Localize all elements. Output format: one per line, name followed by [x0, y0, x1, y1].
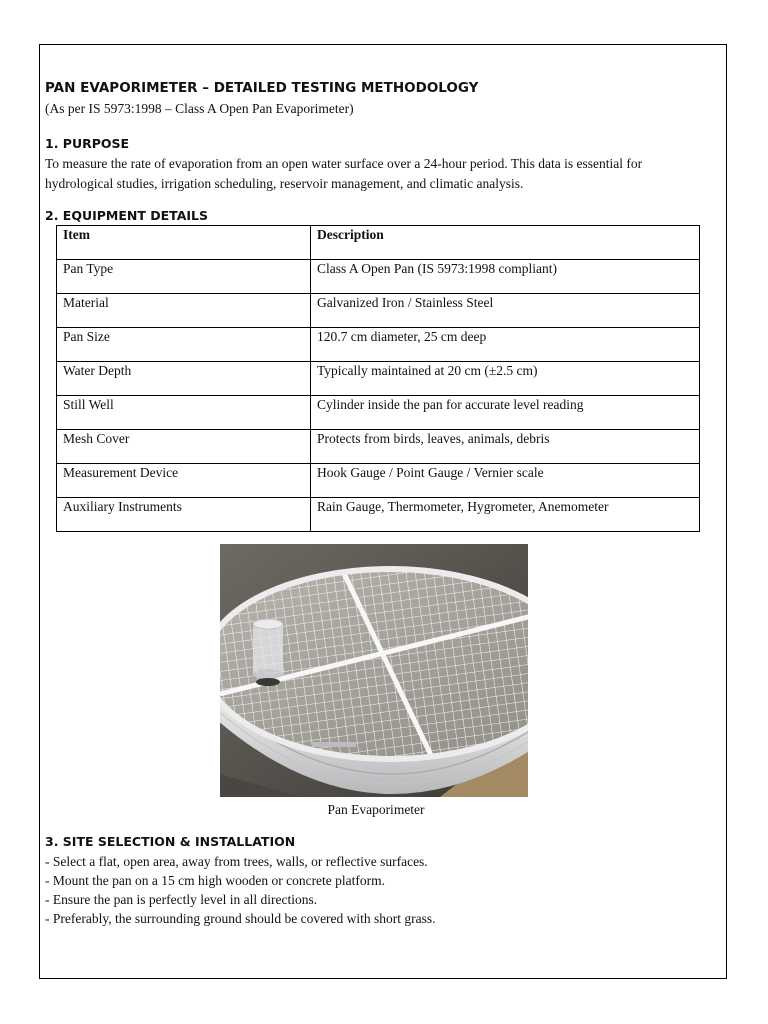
column-header-description: Description [311, 226, 700, 260]
document-subtitle: (As per IS 5973:1998 – Class A Open Pan Evaporimeter) [45, 101, 354, 116]
description-cell: Class A Open Pan (IS 5973:1998 compliant) [311, 260, 700, 294]
site-heading: 3. SITE SELECTION & INSTALLATION [45, 834, 296, 849]
item-cell: Measurement Device [57, 464, 311, 498]
description-cell: Typically maintained at 20 cm (±2.5 cm) [311, 362, 700, 396]
item-cell: Mesh Cover [57, 430, 311, 464]
purpose-text: To measure the rate of evaporation from an open water surface over a 24-hour period. This data is essential for hydrological studies, irrigation scheduling, reservoir management, and climatic analysis. [45, 156, 643, 191]
item-cell: Still Well [57, 396, 311, 430]
equipment-table [56, 225, 700, 532]
description-cell: Rain Gauge, Thermometer, Hygrometer, Anemometer [311, 498, 700, 532]
list-item: - Ensure the pan is perfectly level in all directions. [45, 892, 318, 907]
purpose-heading: 1. PURPOSE [45, 136, 130, 151]
item-cell: Pan Type [57, 260, 311, 294]
document-body [45, 78, 705, 928]
table-row [57, 294, 700, 328]
item-cell: Pan Size [57, 328, 311, 362]
list-item: - Mount the pan on a 15 cm high wooden or concrete platform. [45, 873, 386, 888]
column-header-item: Item [57, 226, 311, 260]
description-cell: Cylinder inside the pan for accurate level reading [311, 396, 700, 430]
table-row [57, 328, 700, 362]
site-instructions-list [45, 852, 705, 928]
table-row [57, 430, 700, 464]
table-row [57, 498, 700, 532]
list-item: - Preferably, the surrounding ground should be covered with short grass. [45, 911, 436, 926]
item-cell: Auxiliary Instruments [57, 498, 311, 532]
table-header-row [57, 226, 700, 260]
description-cell: Galvanized Iron / Stainless Steel [311, 294, 700, 328]
pan-evaporimeter-photo [220, 544, 528, 797]
table-row [57, 260, 700, 294]
description-cell: 120.7 cm diameter, 25 cm deep [311, 328, 700, 362]
description-cell: Hook Gauge / Point Gauge / Vernier scale [311, 464, 700, 498]
table-row [57, 396, 700, 430]
table-row [57, 362, 700, 396]
document-title: PAN EVAPORIMETER – DETAILED TESTING METHODOLOGY [45, 80, 479, 96]
list-item: - Select a flat, open area, away from trees, walls, or reflective surfaces. [45, 854, 428, 869]
item-cell: Water Depth [57, 362, 311, 396]
description-cell: Protects from birds, leaves, animals, debris [311, 430, 700, 464]
equipment-heading: 2. EQUIPMENT DETAILS [45, 208, 209, 223]
table-row [57, 464, 700, 498]
figure-caption: Pan Evaporimeter [327, 802, 425, 817]
item-cell: Material [57, 294, 311, 328]
